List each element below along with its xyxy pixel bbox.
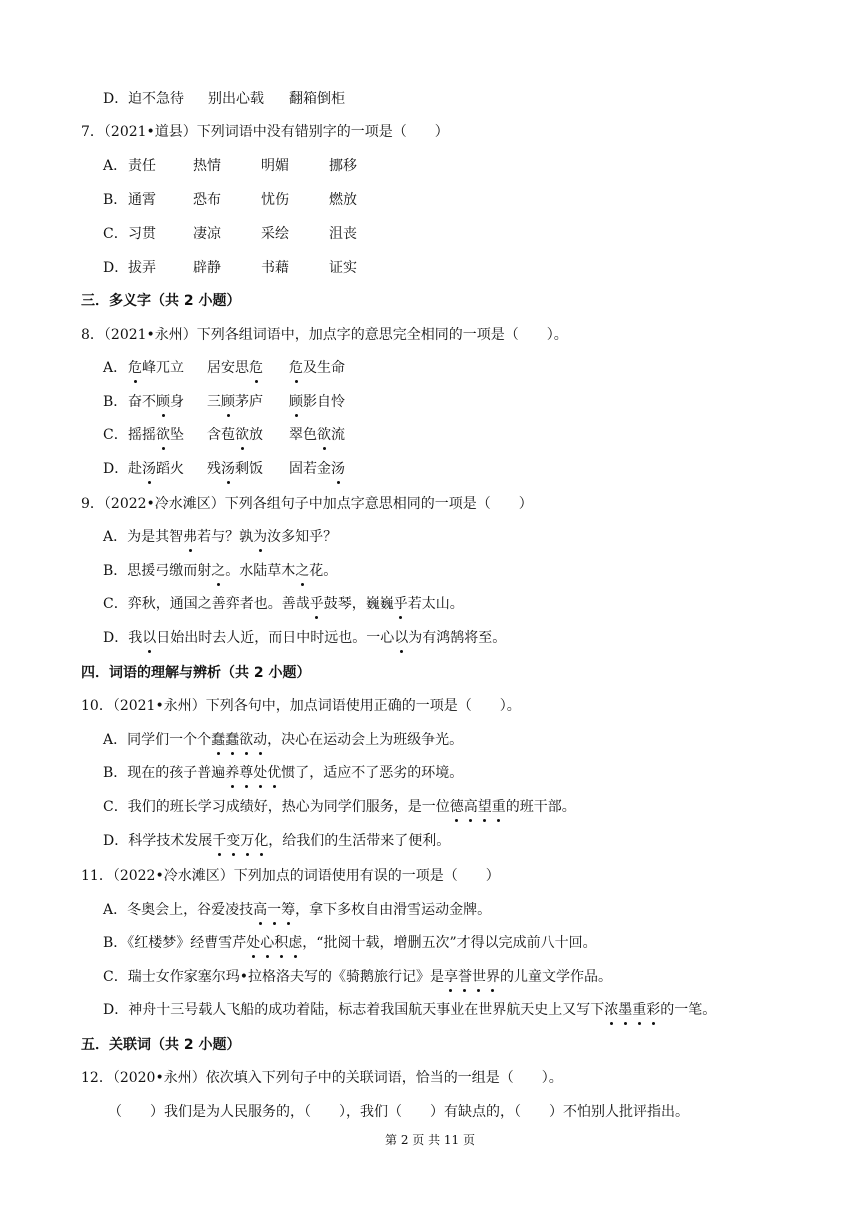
word-text: 及生命 [303,360,345,376]
sentence-text: 《红楼梦》经曹雪芹 [127,935,247,951]
word-text: 身 [170,394,184,410]
dotted-char: 欲 [239,732,254,748]
dotted-word [211,732,267,748]
option-word: 明媚 [261,158,289,174]
dotted-char: 处 [253,765,268,781]
word-text: 居安思 [207,360,249,376]
q10-option-a [103,730,463,750]
dotted-char: 弗 [183,529,198,545]
page-footer: 第 2 页 共 11 页 [385,1133,475,1147]
dotted-char: 欲 [156,427,170,443]
section-heading-5: 五．关联词（共 2 小题） [81,1037,241,1053]
option-word: 挪移 [329,158,357,174]
dotted-char: 千 [212,833,227,849]
dotted-char: 为 [253,529,268,545]
word-text: 峰兀立 [142,360,184,376]
word-text: 奋不 [128,394,156,410]
option-word [207,392,263,412]
option-word [128,425,184,445]
option-word: 凄凉 [193,226,221,242]
sentence-text: 神舟十三号载人飞船的成功着陆，标志着我国航天事业在世界航天史上又写下 [128,1002,605,1018]
dotted-char: 万 [240,833,255,849]
option-label: C． [103,596,128,612]
dotted-char: 世 [471,969,486,985]
sentence-text: 若与？孰 [197,529,254,545]
dotted-char: 欲 [235,427,249,443]
sentence-text: ，给我们的生活带来了便利。 [268,833,451,849]
q11-option-a [103,900,491,920]
option-label: C． [103,969,128,985]
dotted-char: 墨 [618,1002,633,1018]
option-word: 习贯 [128,226,156,242]
q10-option-d [103,831,450,851]
sentence-text: 鼓琴，巍巍 [323,596,394,612]
dotted-char: 心 [260,935,275,951]
sentence-text: 的儿童文学作品。 [499,969,612,985]
option-word [128,358,184,378]
option-word: 忧伤 [261,192,289,208]
sentence-text: 花。 [309,563,338,579]
dotted-char: 一 [267,902,282,918]
dotted-char: 乎 [309,596,324,612]
dotted-char: 重 [491,799,506,815]
option-label: D． [103,91,129,107]
sentence-text: 思援弓缴而射 [127,563,212,579]
option-label: D． [103,630,129,646]
sentence-text: 同学们一个个 [127,732,212,748]
dotted-char: 危 [249,360,263,376]
q9-option-d [103,628,506,648]
section-heading-4: 四．词语的理解与辨析（共 2 小题） [81,665,311,681]
q10-stem: 10．（2021•永州）下列各句中，加点词语使用正确的一项是（ ）。 [81,698,521,714]
q11-option-c [103,967,612,987]
sentence-text: 弈秋，通国 [127,596,198,612]
dotted-char: 重 [632,1002,647,1018]
option-word [207,358,263,378]
dotted-char: 高 [463,799,478,815]
dotted-char: 危 [289,360,303,376]
sentence-text: 惯了，适应不了恶劣的环境。 [281,765,464,781]
q9-option-b [103,561,337,581]
dotted-word [253,902,295,918]
q7-stem: 7．（2021•道县）下列词语中没有错别字的一项是（ ） [81,124,449,140]
sentence-text: 冬奥会上，谷爱凌技 [127,902,254,918]
q11-option-b [103,933,597,953]
sentence-text: ，“批阅十载，增删五次”才得以完成前八十回。 [302,935,597,951]
dotted-word [246,935,302,951]
dotted-char: 汤 [142,461,156,477]
dotted-char: 德 [449,799,464,815]
option-label: D． [103,833,129,849]
dotted-char: 虑 [288,935,303,951]
q9-option-a [103,527,337,547]
option-word: 翻箱倒柜 [289,91,345,107]
word-text: 含苞 [207,427,235,443]
dotted-char: 顾 [156,394,170,410]
sentence-text: 为有鸿鹄将至。 [408,630,507,646]
dotted-char: 高 [253,902,268,918]
q10-option-b [103,763,463,783]
dotted-char: 之 [211,563,226,579]
dotted-word [225,765,281,781]
sentence-text: ，拿下多枚自由滑雪运动金牌。 [295,902,492,918]
word-text: 剩饭 [235,461,263,477]
sentence-text: 。水陆草木 [225,563,296,579]
option-word [207,425,263,445]
dotted-char: 誉 [457,969,472,985]
dotted-char: 汤 [221,461,235,477]
option-word: 恐布 [193,192,221,208]
option-word: 辟静 [193,260,221,276]
sentence-text: 我 [128,630,143,646]
dotted-char: 欲 [317,427,331,443]
option-label: D． [103,461,129,477]
option-label: D． [103,1002,129,1018]
option-word [289,425,345,445]
option-label: A． [103,529,128,545]
option-word [128,459,184,479]
option-word: 书藉 [261,260,289,276]
section-heading-3: 三．多义字（共 2 小题） [81,293,241,309]
option-label: B． [103,935,128,951]
word-text: 翠色 [289,427,317,443]
option-label: B． [103,394,128,410]
dotted-char: 筹 [281,902,296,918]
dotted-char: 界 [485,969,500,985]
dotted-char: 养 [225,765,240,781]
option-word: 沮丧 [329,226,357,242]
option-word: 责任 [128,158,156,174]
option-word [128,392,184,412]
option-word: 迫不急待 [128,91,184,107]
option-label: A． [103,732,128,748]
option-label: A． [103,158,128,174]
dotted-char: 以 [394,630,409,646]
dotted-char: 汤 [331,461,345,477]
dotted-char: 蠢 [225,732,240,748]
q8-stem: 8．（2021•永州）下列各组词语中，加点字的意思完全相同的一项是（ ）。 [81,327,568,343]
q10-option-c [103,797,576,817]
dotted-char: 危 [128,360,142,376]
word-text: 三 [207,394,221,410]
word-text: 流 [331,427,345,443]
word-text: 赴 [128,461,142,477]
dotted-char: 动 [253,732,268,748]
dotted-char: 浓 [604,1002,619,1018]
dotted-char: 望 [477,799,492,815]
dotted-char: 顾 [289,394,303,410]
sentence-text: 善弈者也。善哉 [211,596,310,612]
sentence-text: 日始出时去人近，而日中时远也。一心 [156,630,395,646]
option-label: C． [103,226,128,242]
dotted-char: 彩 [646,1002,661,1018]
sentence-text: 的一笔。 [660,1002,717,1018]
option-label: A． [103,360,128,376]
q9-stem: 9．（2022•冷水滩区）下列各组句子中加点字意思相同的一项是（ ） [81,496,533,512]
q11-stem: 11．（2022•冷水滩区）下列加点的词语使用有误的一项是（ ） [81,868,500,884]
sentence-text: 我们的班长学习成绩好，热心为同学们服务，是一位 [127,799,450,815]
option-word: 拔弄 [128,260,156,276]
sentence-text: 科学技术发展 [128,833,213,849]
option-label: B． [103,192,128,208]
option-word: 燃放 [329,192,357,208]
sentence-text: 现在的孩子普遍 [127,765,226,781]
word-text: 坠 [170,427,184,443]
option-word: 采绘 [261,226,289,242]
dotted-char: 积 [274,935,289,951]
option-word: 通霄 [128,192,156,208]
dotted-char: 顾 [221,394,235,410]
dotted-char: 乎 [393,596,408,612]
option-word [207,459,263,479]
word-text: 放 [249,427,263,443]
option-label: C． [103,427,128,443]
option-word: 热情 [193,158,221,174]
dotted-char: 化 [254,833,269,849]
dotted-char: 优 [267,765,282,781]
sentence-text: ，决心在运动会上为班级争光。 [267,732,464,748]
option-label: B． [103,563,128,579]
option-word: 别出心载 [208,91,264,107]
q11-option-d [103,1000,716,1020]
sentence-text: 汝多知乎？ [267,529,338,545]
sentence-text: 的班干部。 [505,799,576,815]
option-label: B． [103,765,128,781]
dotted-word [604,1002,660,1018]
dotted-char: 之 [295,563,310,579]
sentence-text: 瑞士女作家塞尔玛•拉格洛夫写的《骑鹅旅行记》是 [127,969,444,985]
option-word [289,358,345,378]
option-label: A． [103,902,128,918]
dotted-char: 处 [246,935,261,951]
dotted-char: 以 [142,630,157,646]
word-text: 蹈火 [156,461,184,477]
q12-sentence: （ ）我们是为人民服务的，（ ），我们（ ）有缺点的，（ ）不怕别人批评指出。 [108,1104,689,1120]
dotted-char: 享 [443,969,458,985]
sentence-text: 之 [197,596,212,612]
dotted-char: 尊 [239,765,254,781]
sentence-text: 若太山。 [407,596,464,612]
word-text: 影自怜 [303,394,345,410]
dotted-char: 蠢 [211,732,226,748]
dotted-char: 变 [226,833,241,849]
q9-option-c [103,594,464,614]
option-label: D． [103,260,129,276]
word-text: 茅庐 [235,394,263,410]
option-word: 证实 [329,260,357,276]
q12-stem: 12．（2020•永州）依次填入下列句子中的关联词语，恰当的一组是（ ）。 [81,1070,563,1086]
dotted-word [212,833,268,849]
option-word [289,392,345,412]
word-text: 残 [207,461,221,477]
option-label: C． [103,799,128,815]
sentence-text: 为是其智 [127,529,184,545]
dotted-word [450,799,506,815]
word-text: 固若金 [289,461,331,477]
option-word [289,459,345,479]
word-text: 摇摇 [128,427,156,443]
dotted-word [444,969,500,985]
